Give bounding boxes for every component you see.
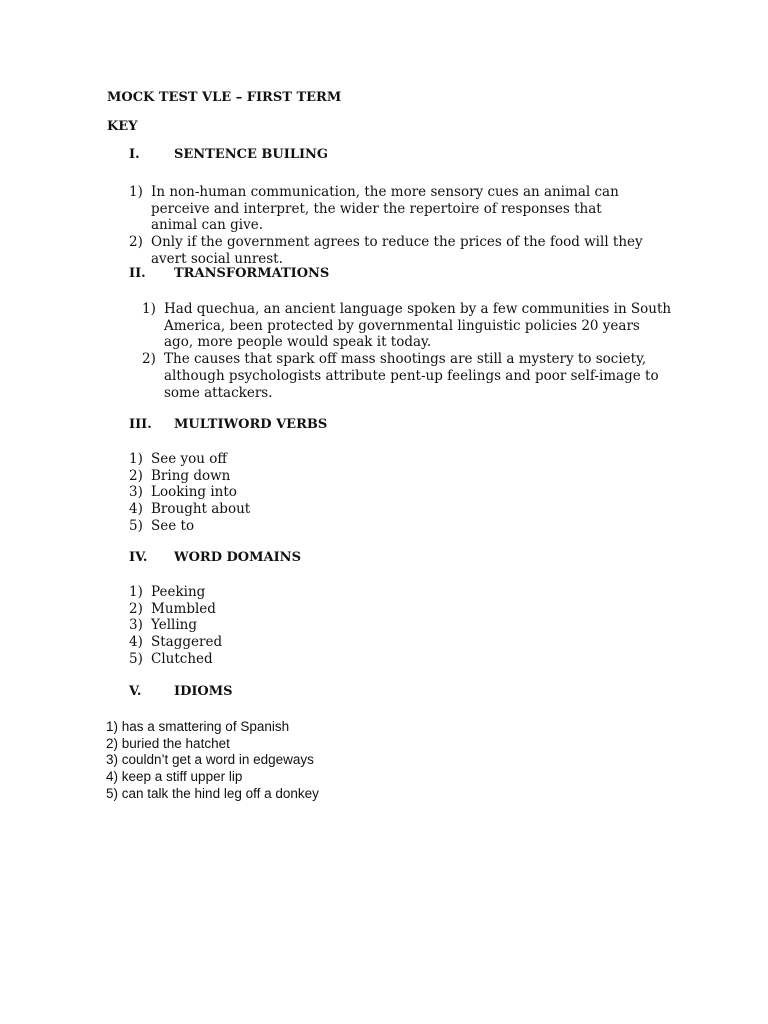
- section-heading-3: [129, 417, 327, 432]
- section-1-list: [129, 184, 649, 268]
- list-item: [129, 234, 649, 267]
- section-2-list: [142, 301, 672, 401]
- item-marker: 1): [129, 584, 143, 600]
- item-text: Bring down: [151, 467, 231, 484]
- item-marker: 4): [129, 501, 143, 518]
- list-item: [142, 351, 672, 401]
- item-marker: 2): [129, 234, 143, 251]
- item-marker: 2): [142, 351, 156, 368]
- list-item: 5) can talk the hind leg off a donkey: [106, 785, 319, 801]
- item-text: Clutched: [151, 650, 213, 667]
- section-title: MULTIWORD VERBS: [174, 417, 328, 432]
- section-numeral: II.: [129, 266, 146, 281]
- item-text: Yelling: [151, 617, 198, 634]
- list-item: [142, 301, 672, 351]
- list-item: 4) keep a stiff upper lip: [106, 769, 243, 785]
- item-marker: 2): [129, 467, 143, 484]
- section-numeral: V.: [129, 684, 142, 699]
- item-marker: 4): [129, 634, 143, 651]
- list-item: [129, 601, 529, 618]
- item-text: The causes that spark off mass shootings are still a mystery to society, although psychologists attribute pent-up feelings and poor self-image to some attackers.: [164, 351, 659, 401]
- item-marker: 3): [129, 484, 143, 501]
- section-heading-2: [129, 266, 329, 281]
- item-marker: 1): [142, 301, 156, 317]
- item-text: Looking into: [151, 484, 237, 501]
- document-title: MOCK TEST VLE – FIRST TERM: [107, 90, 342, 105]
- list-item: [129, 501, 529, 518]
- item-text: Mumbled: [151, 600, 216, 617]
- item-marker: 1): [129, 451, 143, 467]
- item-text: See you off: [151, 451, 227, 467]
- list-item: [129, 584, 529, 601]
- item-text: See to: [151, 517, 195, 534]
- item-text: Staggered: [151, 634, 223, 651]
- item-marker: 5): [129, 650, 143, 667]
- item-marker: 3): [129, 617, 143, 634]
- section-title: WORD DOMAINS: [174, 550, 301, 565]
- section-heading-5: [129, 684, 233, 699]
- item-text: Peeking: [151, 584, 206, 600]
- section-numeral: I.: [129, 147, 140, 162]
- item-text: Only if the government agrees to reduce the prices of the food will they avert social unrest.: [151, 234, 643, 267]
- list-item: [129, 634, 529, 651]
- key-label: KEY: [107, 119, 138, 134]
- list-item: [129, 468, 529, 485]
- list-item: 3) couldn’t get a word in edgeways: [106, 752, 314, 768]
- list-item: [129, 518, 529, 535]
- list-item: 1) has a smattering of Spanish: [106, 719, 290, 734]
- item-marker: 2): [129, 600, 143, 617]
- list-item: [129, 617, 529, 634]
- section-3-list: [129, 451, 529, 535]
- list-item: [129, 484, 529, 501]
- section-title: SENTENCE BUILING: [174, 147, 329, 162]
- list-item: [129, 451, 529, 468]
- section-title: IDIOMS: [174, 684, 233, 699]
- list-item: [129, 184, 649, 234]
- section-5-list: [106, 719, 319, 803]
- section-heading-1: [129, 147, 328, 162]
- section-numeral: IV.: [129, 550, 148, 565]
- item-text: In non-human communication, the more sensory cues an animal can perceive and interpret, the wider the repertoire of responses that animal can give.: [151, 184, 619, 234]
- item-marker: 1): [129, 184, 143, 200]
- list-item: [129, 651, 529, 668]
- list-item: 2) buried the hatchet: [106, 735, 230, 751]
- item-text: Had quechua, an ancient language spoken by a few communities in South America, been protected by governmental linguistic policies 20 years ago, more people would speak it today.: [164, 301, 672, 351]
- section-heading-4: [129, 550, 301, 565]
- section-title: TRANSFORMATIONS: [174, 266, 330, 281]
- section-numeral: III.: [129, 417, 152, 432]
- item-marker: 5): [129, 517, 143, 534]
- item-text: Brought about: [151, 501, 251, 518]
- section-4-list: [129, 584, 529, 668]
